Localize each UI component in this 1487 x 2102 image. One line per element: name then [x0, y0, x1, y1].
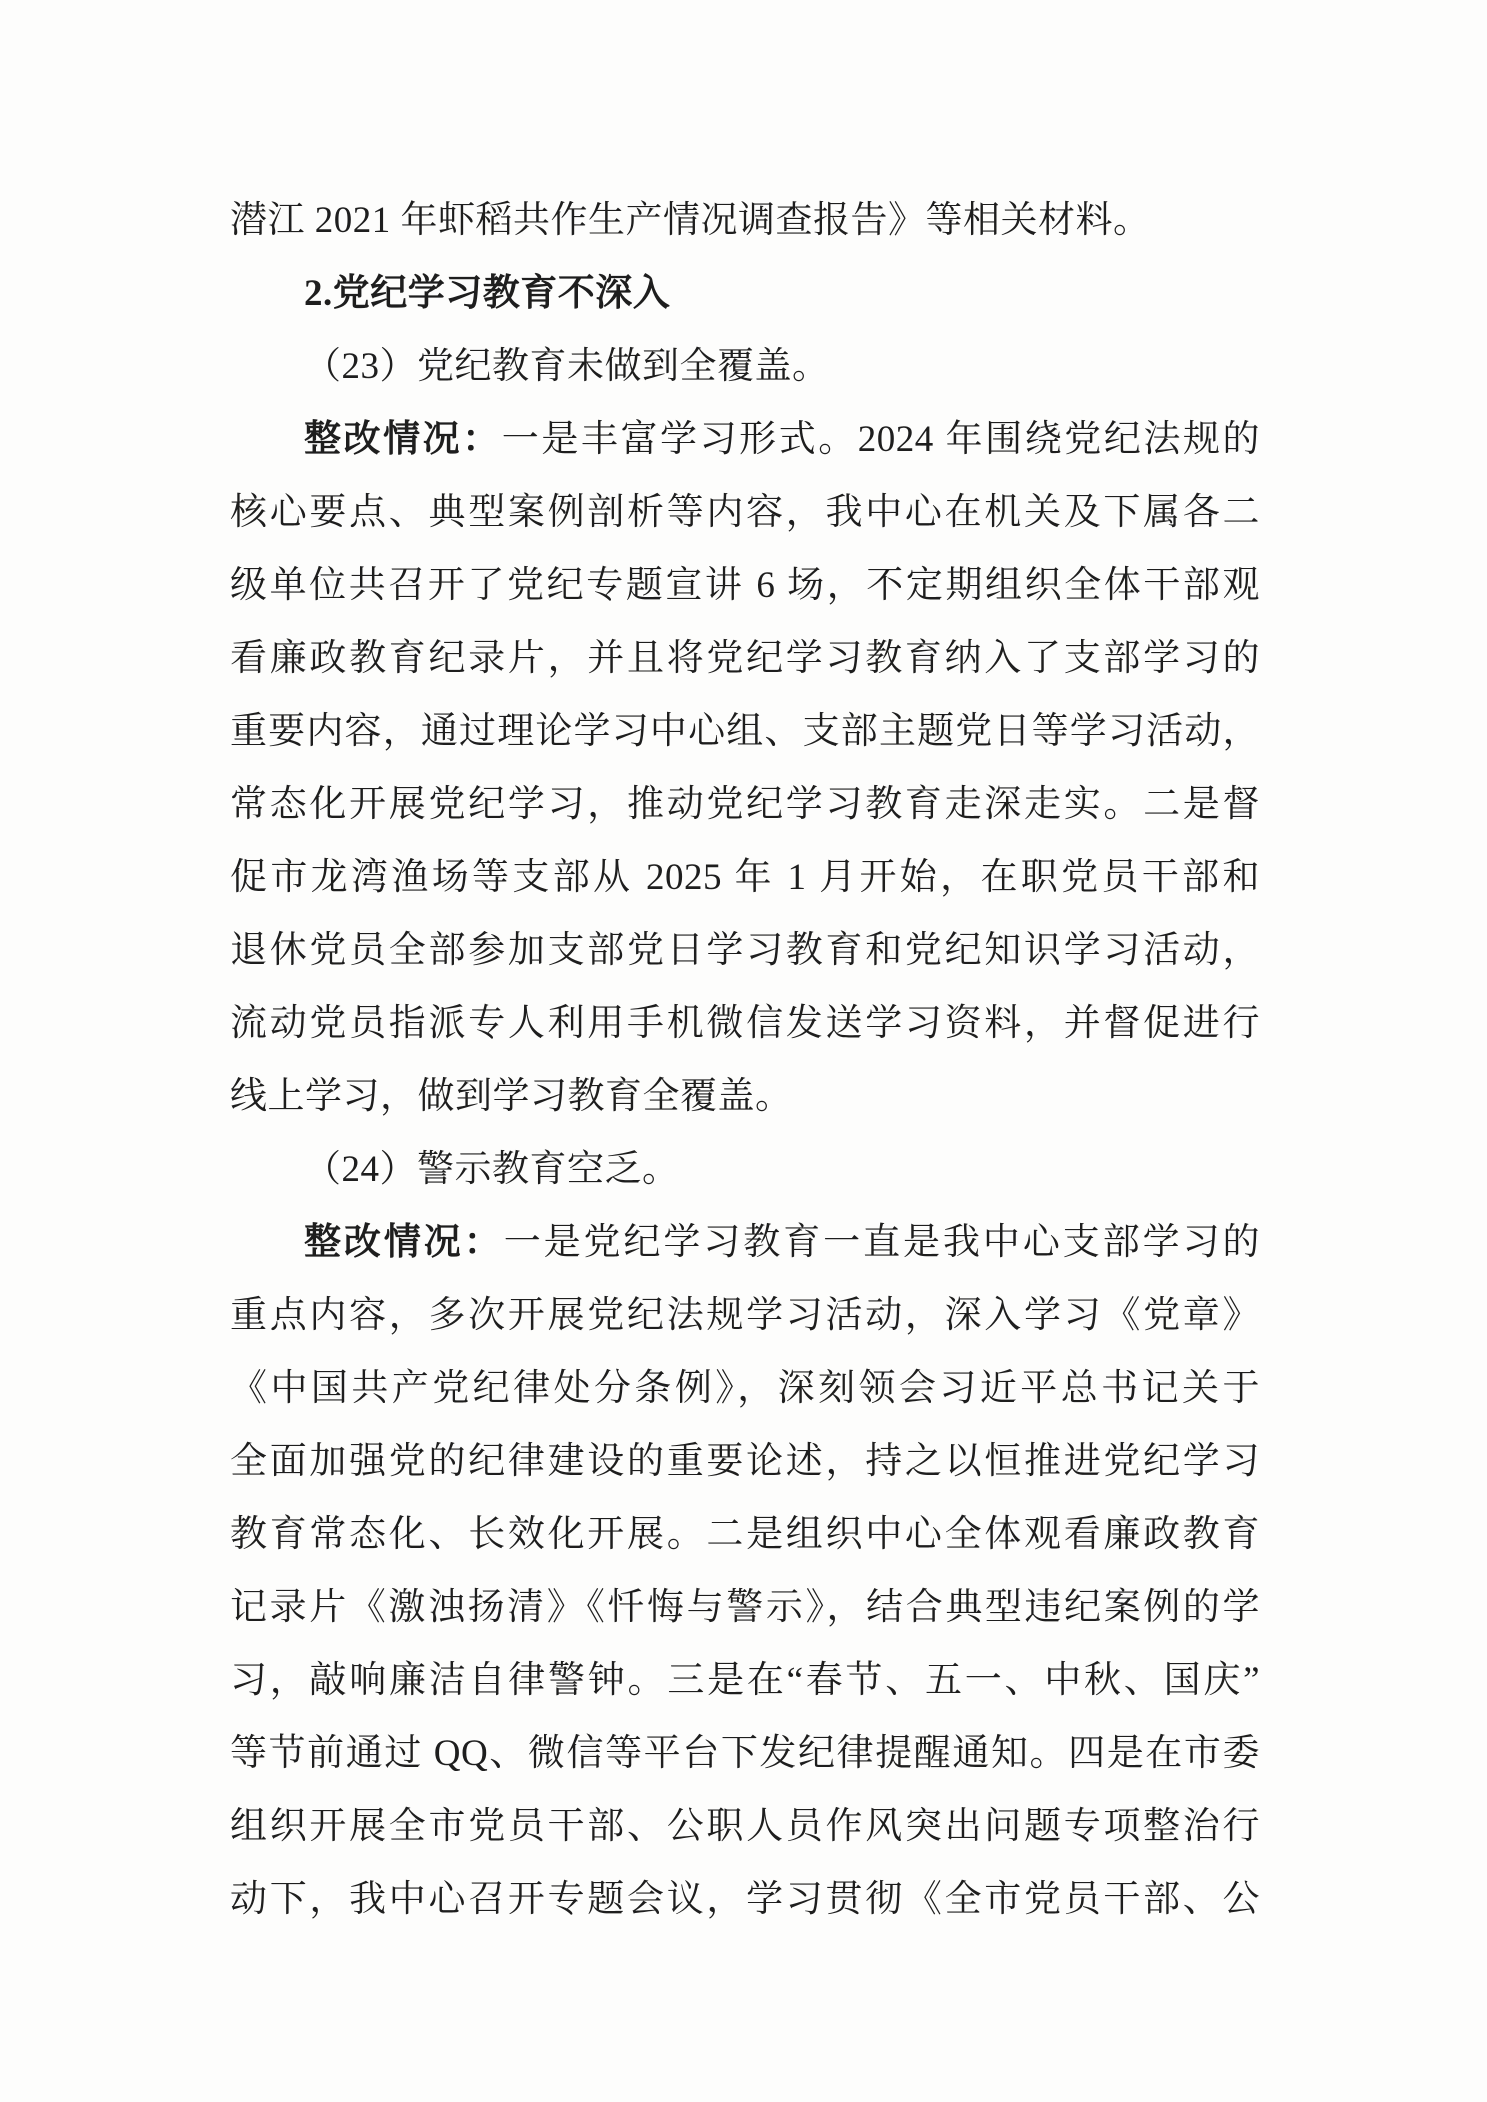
doc-line-bold-lead: 整改情况：	[304, 419, 502, 460]
doc-line-text: （24）警示教育空乏。	[304, 1149, 680, 1190]
doc-line	[230, 403, 1260, 476]
doc-line	[230, 622, 1260, 695]
doc-line	[230, 841, 1260, 914]
doc-line-text: 流动党员指派专人利用手机微信发送学习资料，并督促进行	[230, 1003, 1260, 1044]
doc-line	[230, 1863, 1260, 1936]
doc-line	[230, 1352, 1260, 1425]
doc-line	[230, 695, 1260, 768]
doc-line	[230, 768, 1260, 841]
doc-line	[230, 914, 1260, 987]
doc-line-text: （23）党纪教育未做到全覆盖。	[304, 346, 830, 387]
doc-line-text: 重要内容，通过理论学习中心组、支部主题党日等学习活动，	[230, 711, 1260, 752]
doc-line	[230, 184, 1260, 257]
doc-line-text: 动下，我中心召开专题会议，学习贯彻《全市党员干部、公	[230, 1879, 1260, 1920]
doc-line-text: 重点内容，多次开展党纪法规学习活动，深入学习《党章》	[230, 1295, 1260, 1336]
doc-line	[230, 1206, 1260, 1279]
doc-line	[230, 330, 1260, 403]
doc-line-text: 常态化开展党纪学习，推动党纪学习教育走深走实。二是督	[230, 784, 1260, 825]
doc-line	[230, 1498, 1260, 1571]
doc-line-text: 教育常态化、长效化开展。二是组织中心全体观看廉政教育	[230, 1514, 1260, 1555]
doc-line-bold-lead: 2.党纪学习教育不深入	[304, 273, 671, 314]
doc-line	[230, 1717, 1260, 1790]
doc-line-text: 一是丰富学习形式。2024 年围绕党纪法规的	[501, 419, 1260, 460]
doc-line-text: 一是党纪学习教育一直是我中心支部学习的	[503, 1222, 1260, 1263]
doc-line	[230, 1279, 1260, 1352]
doc-line	[230, 549, 1260, 622]
doc-line-bold-lead: 整改情况：	[304, 1222, 504, 1263]
doc-line	[230, 987, 1260, 1060]
doc-line-text: 退休党员全部参加支部党日学习教育和党纪知识学习活动，	[230, 930, 1260, 971]
doc-line-text: 促市龙湾渔场等支部从 2025 年 1 月开始，在职党员干部和	[230, 857, 1260, 898]
doc-line	[230, 1425, 1260, 1498]
doc-line-text: 《中国共产党纪律处分条例》，深刻领会习近平总书记关于	[230, 1368, 1260, 1409]
doc-line	[230, 1644, 1260, 1717]
doc-line-text: 级单位共召开了党纪专题宣讲 6 场，不定期组织全体干部观	[230, 565, 1260, 606]
doc-line	[230, 1790, 1260, 1863]
doc-line-text: 线上学习，做到学习教育全覆盖。	[230, 1076, 793, 1117]
doc-line	[230, 1133, 1260, 1206]
doc-line-text: 核心要点、典型案例剖析等内容，我中心在机关及下属各二	[230, 492, 1260, 533]
doc-line-text: 全面加强党的纪律建设的重要论述，持之以恒推进党纪学习	[230, 1441, 1260, 1482]
document-body	[230, 184, 1260, 1936]
doc-line	[230, 1571, 1260, 1644]
doc-line-text: 看廉政教育纪录片，并且将党纪学习教育纳入了支部学习的	[230, 638, 1260, 679]
section-heading	[230, 257, 1260, 330]
doc-line-text: 习，敲响廉洁自律警钟。三是在“春节、五一、中秋、国庆”	[230, 1660, 1260, 1701]
doc-line-text: 组织开展全市党员干部、公职人员作风突出问题专项整治行	[230, 1806, 1260, 1847]
doc-line	[230, 1060, 1260, 1133]
doc-line-text: 潜江 2021 年虾稻共作生产情况调查报告》等相关材料。	[230, 200, 1151, 241]
doc-line	[230, 476, 1260, 549]
doc-line-text: 记录片《激浊扬清》《忏悔与警示》，结合典型违纪案例的学	[230, 1587, 1260, 1628]
doc-line-text: 等节前通过 QQ、微信等平台下发纪律提醒通知。四是在市委	[230, 1733, 1260, 1774]
